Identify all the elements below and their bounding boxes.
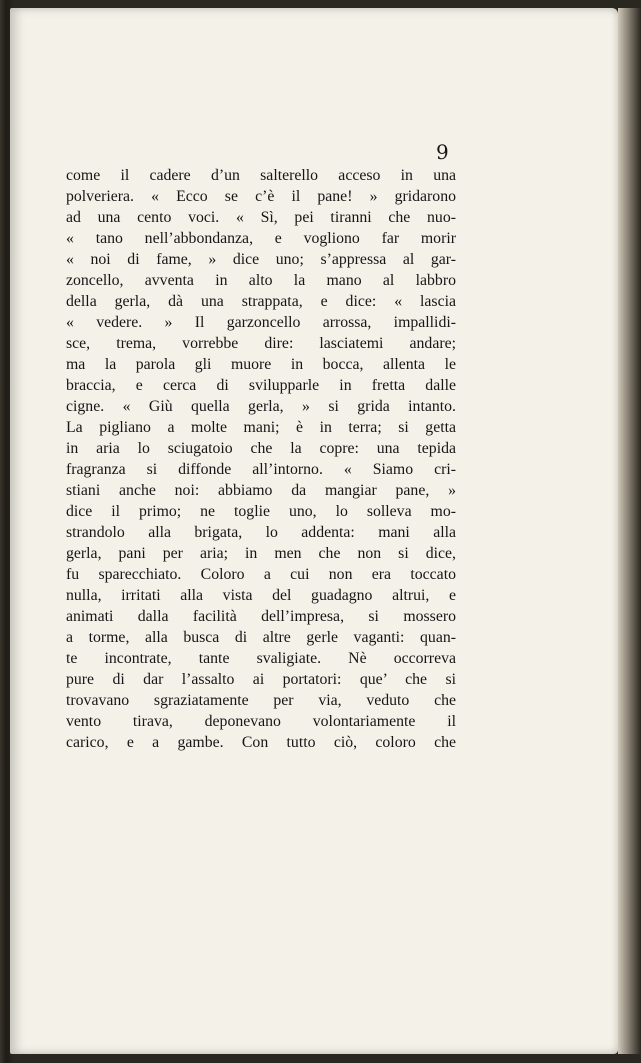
text-line: « tano nell’abbondanza, e vogliono far morir <box>66 230 456 247</box>
text-line: della gerla, dà una strappata, e dice: « lascia <box>66 293 456 310</box>
text-line: vento tirava, deponevano volontariamente il <box>66 713 456 730</box>
text-line: fu sparecchiato. Coloro a cui non era toccato <box>66 566 456 583</box>
text-line: strandolo alla brigata, lo addenta: mani alla <box>66 524 456 541</box>
text-line: sce, trema, vorrebbe dire: lasciatemi andare; <box>66 335 456 352</box>
text-line: polveriera. « Ecco se c’è il pane! » gridarono <box>66 188 456 205</box>
text-line: braccia, e cerca di svilupparle in fretta dalle <box>66 377 456 394</box>
text-line: dice il primo; ne toglie uno, lo solleva mo- <box>66 503 456 520</box>
text-line: ma la parola gli muore in bocca, allenta le <box>66 356 456 373</box>
text-line: cigne. « Giù quella gerla, » si grida intanto. <box>66 398 456 415</box>
text-line: gerla, pani per aria; in men che non si dice, <box>66 545 456 562</box>
text-line: carico, e a gambe. Con tutto ciò, coloro che <box>66 734 456 751</box>
text-line: in aria lo sciugatoio che la copre: una tepida <box>66 440 456 457</box>
text-line: nulla, irritati alla vista del guadagno altrui, e <box>66 587 456 604</box>
text-line: fragranza si diffonde all’intorno. « Siamo cri- <box>66 461 456 478</box>
page-edge <box>618 8 641 1054</box>
body-text <box>66 165 456 753</box>
text-line: a torme, alla busca di altre gerle vaganti: quan- <box>66 629 456 646</box>
text-line: ad una cento voci. « Sì, pei tiranni che nuo- <box>66 209 456 226</box>
text-line: come il cadere d’un salterello acceso in una <box>66 167 456 184</box>
text-line: te incontrate, tante svaligiate. Nè occorreva <box>66 650 456 667</box>
text-line: La pigliano a molte mani; è in terra; si getta <box>66 419 456 436</box>
text-line: pure di dar l’assalto ai portatori: que’ che si <box>66 671 456 688</box>
page-number: 9 <box>436 140 449 164</box>
text-line: stiani anche noi: abbiamo da mangiar pane, » <box>66 482 456 499</box>
text-line: « noi di fame, » dice uno; s’appressa al gar- <box>66 251 456 268</box>
text-line: zoncello, avventa in alto la mano al labbro <box>66 272 456 289</box>
text-line: trovavano sgraziatamente per via, veduto che <box>66 692 456 709</box>
text-line: « vedere. » Il garzoncello arrossa, impallidi- <box>66 314 456 331</box>
text-line: animati dalla facilità dell’impresa, si mossero <box>66 608 456 625</box>
